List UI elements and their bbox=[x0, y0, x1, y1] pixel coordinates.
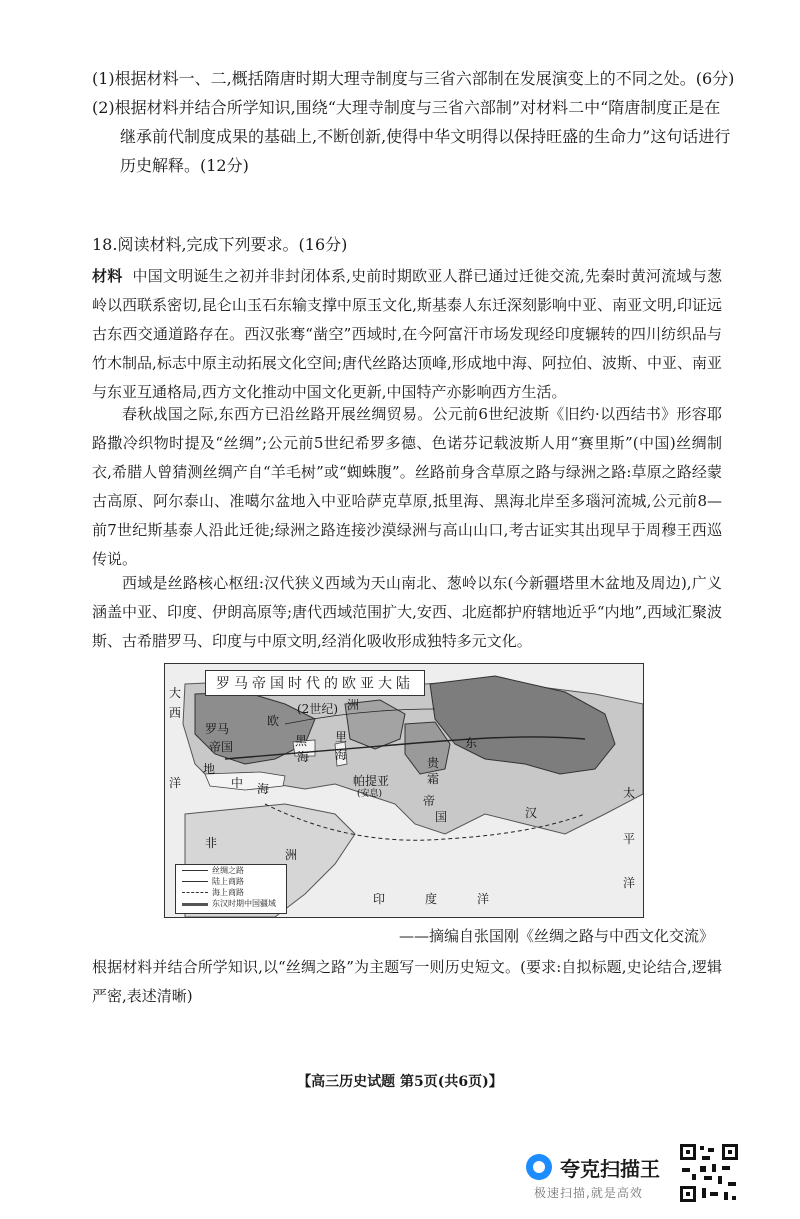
scanner-logo-icon bbox=[526, 1154, 552, 1180]
question-17-part1: (1)根据材料一、二,概括隋唐时期大理寺制度与三省六部制在发展演变上的不同之处。(6分) bbox=[92, 69, 735, 88]
map-title: 罗马帝国时代的欧亚大陆 bbox=[205, 670, 425, 696]
map-source: ——摘编自张国刚《丝绸之路与中西文化交流》 bbox=[398, 927, 714, 945]
material-paragraph-3: 西域是丝路核心枢纽:汉代狭义西域为天山南北、葱岭以东(今新疆塔里木盆地及周边),广义涵盖中亚、印度、伊朗高原等;唐代西域范围扩大,安西、北庭都护府辖地近乎“内地”,西域汇聚波斯、古希腊罗马、印度与中原文明,经消化吸收形成独特多元文化。 bbox=[92, 574, 722, 650]
map-label: 海 bbox=[335, 748, 348, 762]
map-label: 国 bbox=[435, 810, 448, 824]
question-17-part2-line1: (2)根据材料并结合所学知识,围绕“大理寺制度与三省六部制”对材料二中“隋唐制度正是在 bbox=[92, 98, 721, 117]
map-label: 洲 bbox=[285, 848, 298, 862]
legend-land-route: 陆上商路 bbox=[176, 876, 286, 887]
question-18-heading: 18.阅读材料,完成下列要求。(16分) bbox=[92, 235, 348, 254]
map-label: 黑 bbox=[295, 734, 308, 748]
question-18-task: 根据材料并结合所学知识,以“丝绸之路”为主题写一则历史短文。(要求:自拟标题,史论结合,逻辑严密,表述清晰) bbox=[92, 958, 722, 1005]
material-label: 材料 bbox=[92, 267, 123, 285]
map-label: 东 bbox=[465, 736, 478, 750]
qr-code-icon bbox=[678, 1142, 740, 1204]
legend-sea-route: 海上商路 bbox=[176, 887, 286, 898]
map-label: 洋 bbox=[169, 776, 182, 790]
material-paragraph-1 bbox=[92, 262, 722, 407]
map-label: 帝国 bbox=[209, 740, 234, 754]
map-label: 印 bbox=[373, 892, 386, 906]
scanner-slogan: 极速扫描,就是高效 bbox=[534, 1186, 643, 1200]
map-label: 帕提亚 bbox=[353, 774, 390, 788]
map-label: 里 bbox=[335, 730, 348, 744]
question-17-part2-line3: 历史解释。(12分) bbox=[120, 156, 249, 175]
page-footer: 【高三历史试题 第5页(共6页)】 bbox=[297, 1074, 503, 1090]
question-17-part2-line2: 继承前代制度成果的基础上,不断创新,使得中华文明得以保持旺盛的生命力”这句话进行 bbox=[120, 127, 731, 146]
map-label: 欧 bbox=[267, 714, 280, 728]
map-label: 平 bbox=[623, 832, 636, 846]
material-paragraph-2: 春秋战国之际,东西方已沿丝路开展丝绸贸易。公元前6世纪波斯《旧约·以西结书》形容耶路撒冷织物时提及“丝绸”;公元前5世纪希罗多德、色诺芬记载波斯人用“赛里斯”(中国)丝绸制衣,希腊人曾猜测丝绸产自“羊毛树”或“蜘蛛腹”。丝路前身含草原之路与绿洲之路:草原之路经蒙古高原、阿尔泰山、准噶尔盆地入中亚哈萨克草原,抵里海、黑海北岸至多瑙河流城,公元前8—前7世纪斯基泰人沿此迁徙;绿洲之路连接沙漠绿洲与高山山口,考古证实其出现早于周穆王西巡传说。 bbox=[92, 405, 722, 568]
map-label: 罗马 bbox=[205, 722, 230, 736]
legend-silk-road: 丝绸之路 bbox=[176, 865, 286, 876]
map-label: 洋 bbox=[477, 892, 490, 906]
map-label: 度 bbox=[425, 892, 438, 906]
map-label: 非 bbox=[205, 836, 218, 850]
scanner-name: 夸克扫描王 bbox=[560, 1157, 660, 1181]
map-label: 大 bbox=[169, 686, 182, 700]
map-label: 贵 bbox=[427, 756, 440, 770]
map-label: 中 bbox=[231, 776, 244, 790]
map-label: 海 bbox=[297, 750, 310, 764]
map-label: 帝 bbox=[423, 794, 436, 808]
legend-han-territory: 东汉时期中国疆域 bbox=[176, 898, 286, 909]
material-paragraph-1-text: 中国文明诞生之初并非封闭体系,史前时期欧亚人群已通过迁徙交流,先秦时黄河流域与葱岭以西联系密切,昆仑山玉石东输支撑中原玉文化,斯基泰人东迁深刻影响中亚、南亚文明,印证远古东西交通道路存在。西汉张骞“凿空”西域时,在今阿富汗市场发现经印度辗转的四川纺织品与竹木制品,标志中原主动拓展文化空间;唐代丝路达顶峰,形成地中海、阿拉伯、波斯、中亚、南亚与东亚互通格局,西方文化推动中国文化更新,中国特产亦影响西方生活。 bbox=[92, 267, 722, 401]
map-subtitle: (2世纪) bbox=[297, 702, 338, 716]
map-label: 洋 bbox=[623, 876, 636, 890]
map-label: 海 bbox=[257, 782, 270, 796]
map-label: 洲 bbox=[347, 698, 360, 712]
map-label: 地 bbox=[203, 762, 216, 776]
scanner-watermark bbox=[524, 1144, 674, 1204]
map-label: 西 bbox=[169, 706, 182, 720]
map-label: 汉 bbox=[525, 806, 538, 820]
map-label: (安息) bbox=[357, 789, 383, 799]
map-label: 霜 bbox=[427, 772, 440, 786]
map-label: 太 bbox=[623, 786, 636, 800]
eurasia-map bbox=[164, 663, 644, 918]
map-legend bbox=[175, 864, 287, 914]
